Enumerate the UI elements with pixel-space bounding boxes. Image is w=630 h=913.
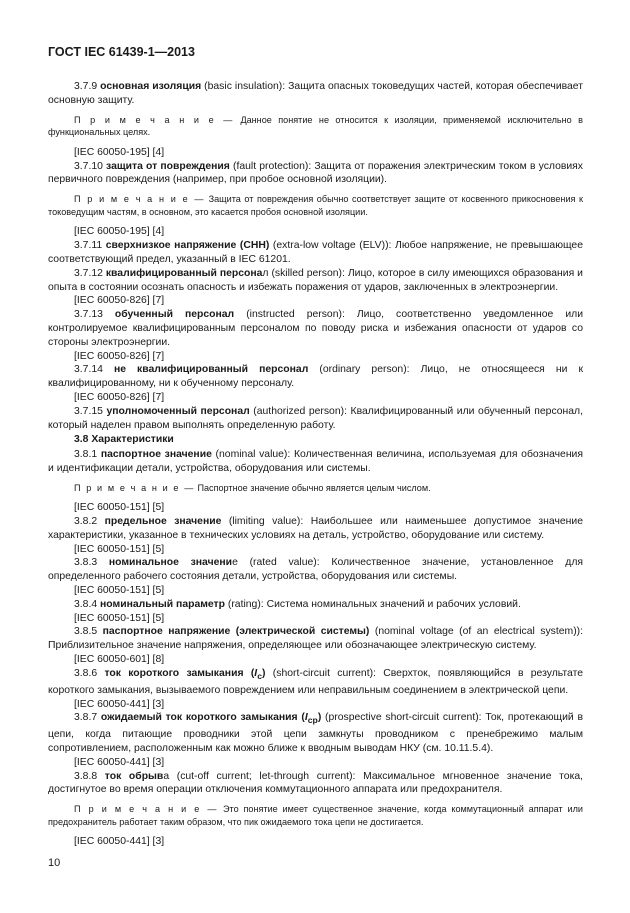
definition-text: (rating): Система номинальных значений и рабочих условий. bbox=[225, 598, 521, 610]
definition-paragraph bbox=[48, 308, 583, 349]
term: квалифицированный персона bbox=[105, 267, 263, 279]
clause-number: 3.8.5 bbox=[74, 626, 98, 638]
definition-text: (short-circuit current): Сверхток, появляющийся в результате короткого замыкания, вызываемого повреждением или неправильным соединением в электрической цепи. bbox=[48, 667, 583, 696]
reference: [IEC 60050-601] [8] bbox=[74, 654, 165, 666]
definition-paragraph bbox=[48, 448, 583, 476]
clause-number: 3.7.12 bbox=[74, 267, 103, 279]
note-label: П р и м е ч а н и е — bbox=[74, 194, 206, 205]
symbol-subscript: c bbox=[257, 670, 263, 681]
clause-number: 3.8.3 bbox=[74, 557, 98, 569]
reference: [IEC 60050-441] [3] bbox=[74, 698, 165, 710]
term: не квалифицированный персонал bbox=[113, 364, 309, 376]
reference: [IEC 60050-441] [3] bbox=[74, 836, 165, 848]
definition-paragraph bbox=[48, 625, 583, 653]
note-label: П р и м е ч а н и е — bbox=[74, 804, 219, 815]
definition-text: е (rated value): Количественное значение, установленное для определенного рабочего состояния детали, устройства, оборудования или системы. bbox=[48, 557, 584, 583]
document-header: ГОСТ IEC 61439-1—2013 bbox=[48, 45, 195, 59]
reference: [IEC 60050-151] [5] bbox=[74, 502, 165, 514]
term: паспортное напряжение (электрической системы) bbox=[102, 626, 370, 638]
term: паспортное значение bbox=[100, 449, 212, 461]
definition-paragraph bbox=[48, 160, 583, 188]
symbol-letter: I bbox=[304, 712, 308, 724]
clause-number: 3.7.10 bbox=[74, 160, 103, 172]
reference: [IEC 60050-441] [3] bbox=[74, 756, 165, 768]
definition-text: (extra-low voltage (ELV)): Любое напряжение, не превышающее соответствующий предел, указанный в IEC 61201. bbox=[48, 240, 583, 265]
symbol-subscript: cp bbox=[307, 715, 318, 726]
note-paragraph bbox=[48, 193, 583, 218]
term: ожидаемый ток короткого замыкания ( bbox=[100, 712, 305, 724]
symbol-letter: I bbox=[254, 667, 258, 679]
clause-number: 3.7.13 bbox=[74, 309, 103, 321]
term: ток короткого замыкания ( bbox=[104, 667, 255, 679]
definition-paragraph bbox=[48, 711, 583, 755]
term: сверхнизкое напряжение (СНН) bbox=[105, 240, 270, 252]
definition-text: (ordinary person): Лицо, не относящееся ни к квалифицированному, ни к обученному персоналу. bbox=[48, 364, 583, 390]
page-number: 10 bbox=[48, 857, 61, 869]
reference: [IEC 60050-826] [7] bbox=[74, 391, 165, 403]
term: предельное значение bbox=[104, 516, 222, 528]
clause-number: 3.7.9 bbox=[74, 81, 98, 92]
definition-text: (authorized person): Квалифицированный или обученный персонал, который наделен правом выполнять определенную работу. bbox=[48, 405, 584, 431]
clause-number: 3.7.14 bbox=[74, 364, 103, 376]
definition-paragraph bbox=[48, 556, 583, 584]
reference: [IEC 60050-195] [4] bbox=[74, 146, 165, 158]
term-end: ) bbox=[317, 712, 322, 724]
definition-text: (basic insulation): Защита опасных токоведущих частей, которая обеспечивает основную защиту. bbox=[48, 81, 583, 106]
clause-number: 3.8.4 bbox=[74, 598, 98, 610]
definition-paragraph bbox=[48, 239, 583, 267]
clause-number: 3.7.11 bbox=[74, 240, 103, 252]
note-paragraph bbox=[48, 803, 583, 828]
definition-paragraph bbox=[48, 80, 583, 108]
note-text: Защита от повреждения обычно соответствует защите от косвенного прикосновения к токоведущим частям, в основном, это касается пробоя основной изоляции. bbox=[48, 194, 583, 217]
reference: [IEC 60050-826] [7] bbox=[74, 350, 165, 362]
term: ток обрыв bbox=[104, 770, 164, 782]
term: номинальный параметр bbox=[100, 598, 225, 610]
term-end: ) bbox=[262, 667, 266, 679]
definition-text: (nominal voltage (of an electrical system)): Приблизительное значение напряжения, определяющее или обозначающее электрическую систему. bbox=[48, 626, 584, 652]
clause-number: 3.7.15 bbox=[74, 405, 103, 417]
reference: [IEC 60050-826] [7] bbox=[74, 295, 165, 307]
note-label: П р и м е ч а н и е — bbox=[74, 114, 234, 125]
clause-number: 3.8.1 bbox=[74, 449, 98, 461]
note-text: Это понятие имеет существенное значение, когда коммутационный аппарат или предохранитель работает таким образом, что пик ожидаемого тока цепи не достигается. bbox=[48, 804, 583, 827]
definition-paragraph bbox=[48, 667, 583, 698]
clause-number: 3.8.6 bbox=[74, 667, 98, 679]
definition-text: (limiting value): Наибольшее или наименьшее допустимое значение характеристики, указанное в технических условиях на деталь, устройство, оборудование или систему. bbox=[48, 516, 583, 541]
term-symbol bbox=[304, 712, 318, 726]
note-text: Паспортное значение обычно является целым числом. bbox=[197, 482, 431, 493]
definition-text: л (skilled person): Лицо, которое в силу имеющихся образования и опыта в состоянии осознать опасность и избежать поражения от ударов, заключенных в электроэнергии. bbox=[48, 267, 583, 293]
definition-text: (nominal value): Количественная величина, используемая для обозначения и идентификации детали, устройства, оборудования или системы. bbox=[48, 449, 583, 474]
note-paragraph bbox=[48, 114, 583, 139]
definition-paragraph bbox=[48, 515, 583, 543]
note-text: Данное понятие не относится к изоляции, применяемой исключительно в функциональных целях. bbox=[48, 114, 583, 138]
term: уполномоченный персонал bbox=[106, 405, 250, 417]
reference: [IEC 60050-151] [5] bbox=[74, 585, 165, 597]
definition-text: а (cut-off current; let-through current): Максимальное мгновенное значение тока, достигнутое во время операции отключения коммутационного аппарата или предохранителя. bbox=[48, 770, 584, 796]
term-symbol bbox=[254, 668, 262, 679]
definition-paragraph bbox=[48, 267, 583, 295]
definition-paragraph bbox=[48, 770, 583, 798]
definition-paragraph bbox=[48, 405, 583, 433]
term: защита от повреждения bbox=[106, 160, 230, 172]
reference: [IEC 60050-151] [5] bbox=[74, 543, 165, 555]
definition-text: (prospective short-circuit current): Ток, протекающий в цепи, когда питающие проводники этой цепи замкнуты проводником с пренебрежимо малым сопротивлением, расположенным как можно ближе к вводным выводам НКУ (см. 10.11.5.4). bbox=[48, 712, 583, 754]
clause-number: 3.8.2 bbox=[74, 516, 98, 528]
clause-number: 3.8.8 bbox=[74, 770, 98, 782]
reference: [IEC 60050-151] [5] bbox=[74, 612, 165, 624]
term: основная изоляция bbox=[100, 81, 202, 92]
reference: [IEC 60050-195] [4] bbox=[74, 226, 165, 238]
definition-paragraph bbox=[48, 598, 583, 612]
clause-number: 3.8.7 bbox=[74, 712, 98, 724]
term: обученный персонал bbox=[114, 309, 235, 321]
document-body bbox=[48, 80, 583, 849]
definition-text: (fault protection): Защита от поражения электрическим током в условиях первичного повреждения (например, при пробое основной изоляции). bbox=[48, 160, 583, 186]
note-label: П р и м е ч а н и е — bbox=[74, 482, 195, 493]
note-paragraph bbox=[48, 482, 583, 495]
section-heading: 3.8 Характеристики bbox=[74, 434, 174, 446]
term: номинальное значени bbox=[108, 557, 233, 569]
definition-paragraph bbox=[48, 363, 583, 391]
definition-text: (instructed person): Лицо, соответственно уведомленное или контролируемое квалифицированным персоналом по поводу риска и избежания опасности от ударов со стороны электроэнергии. bbox=[48, 309, 584, 348]
